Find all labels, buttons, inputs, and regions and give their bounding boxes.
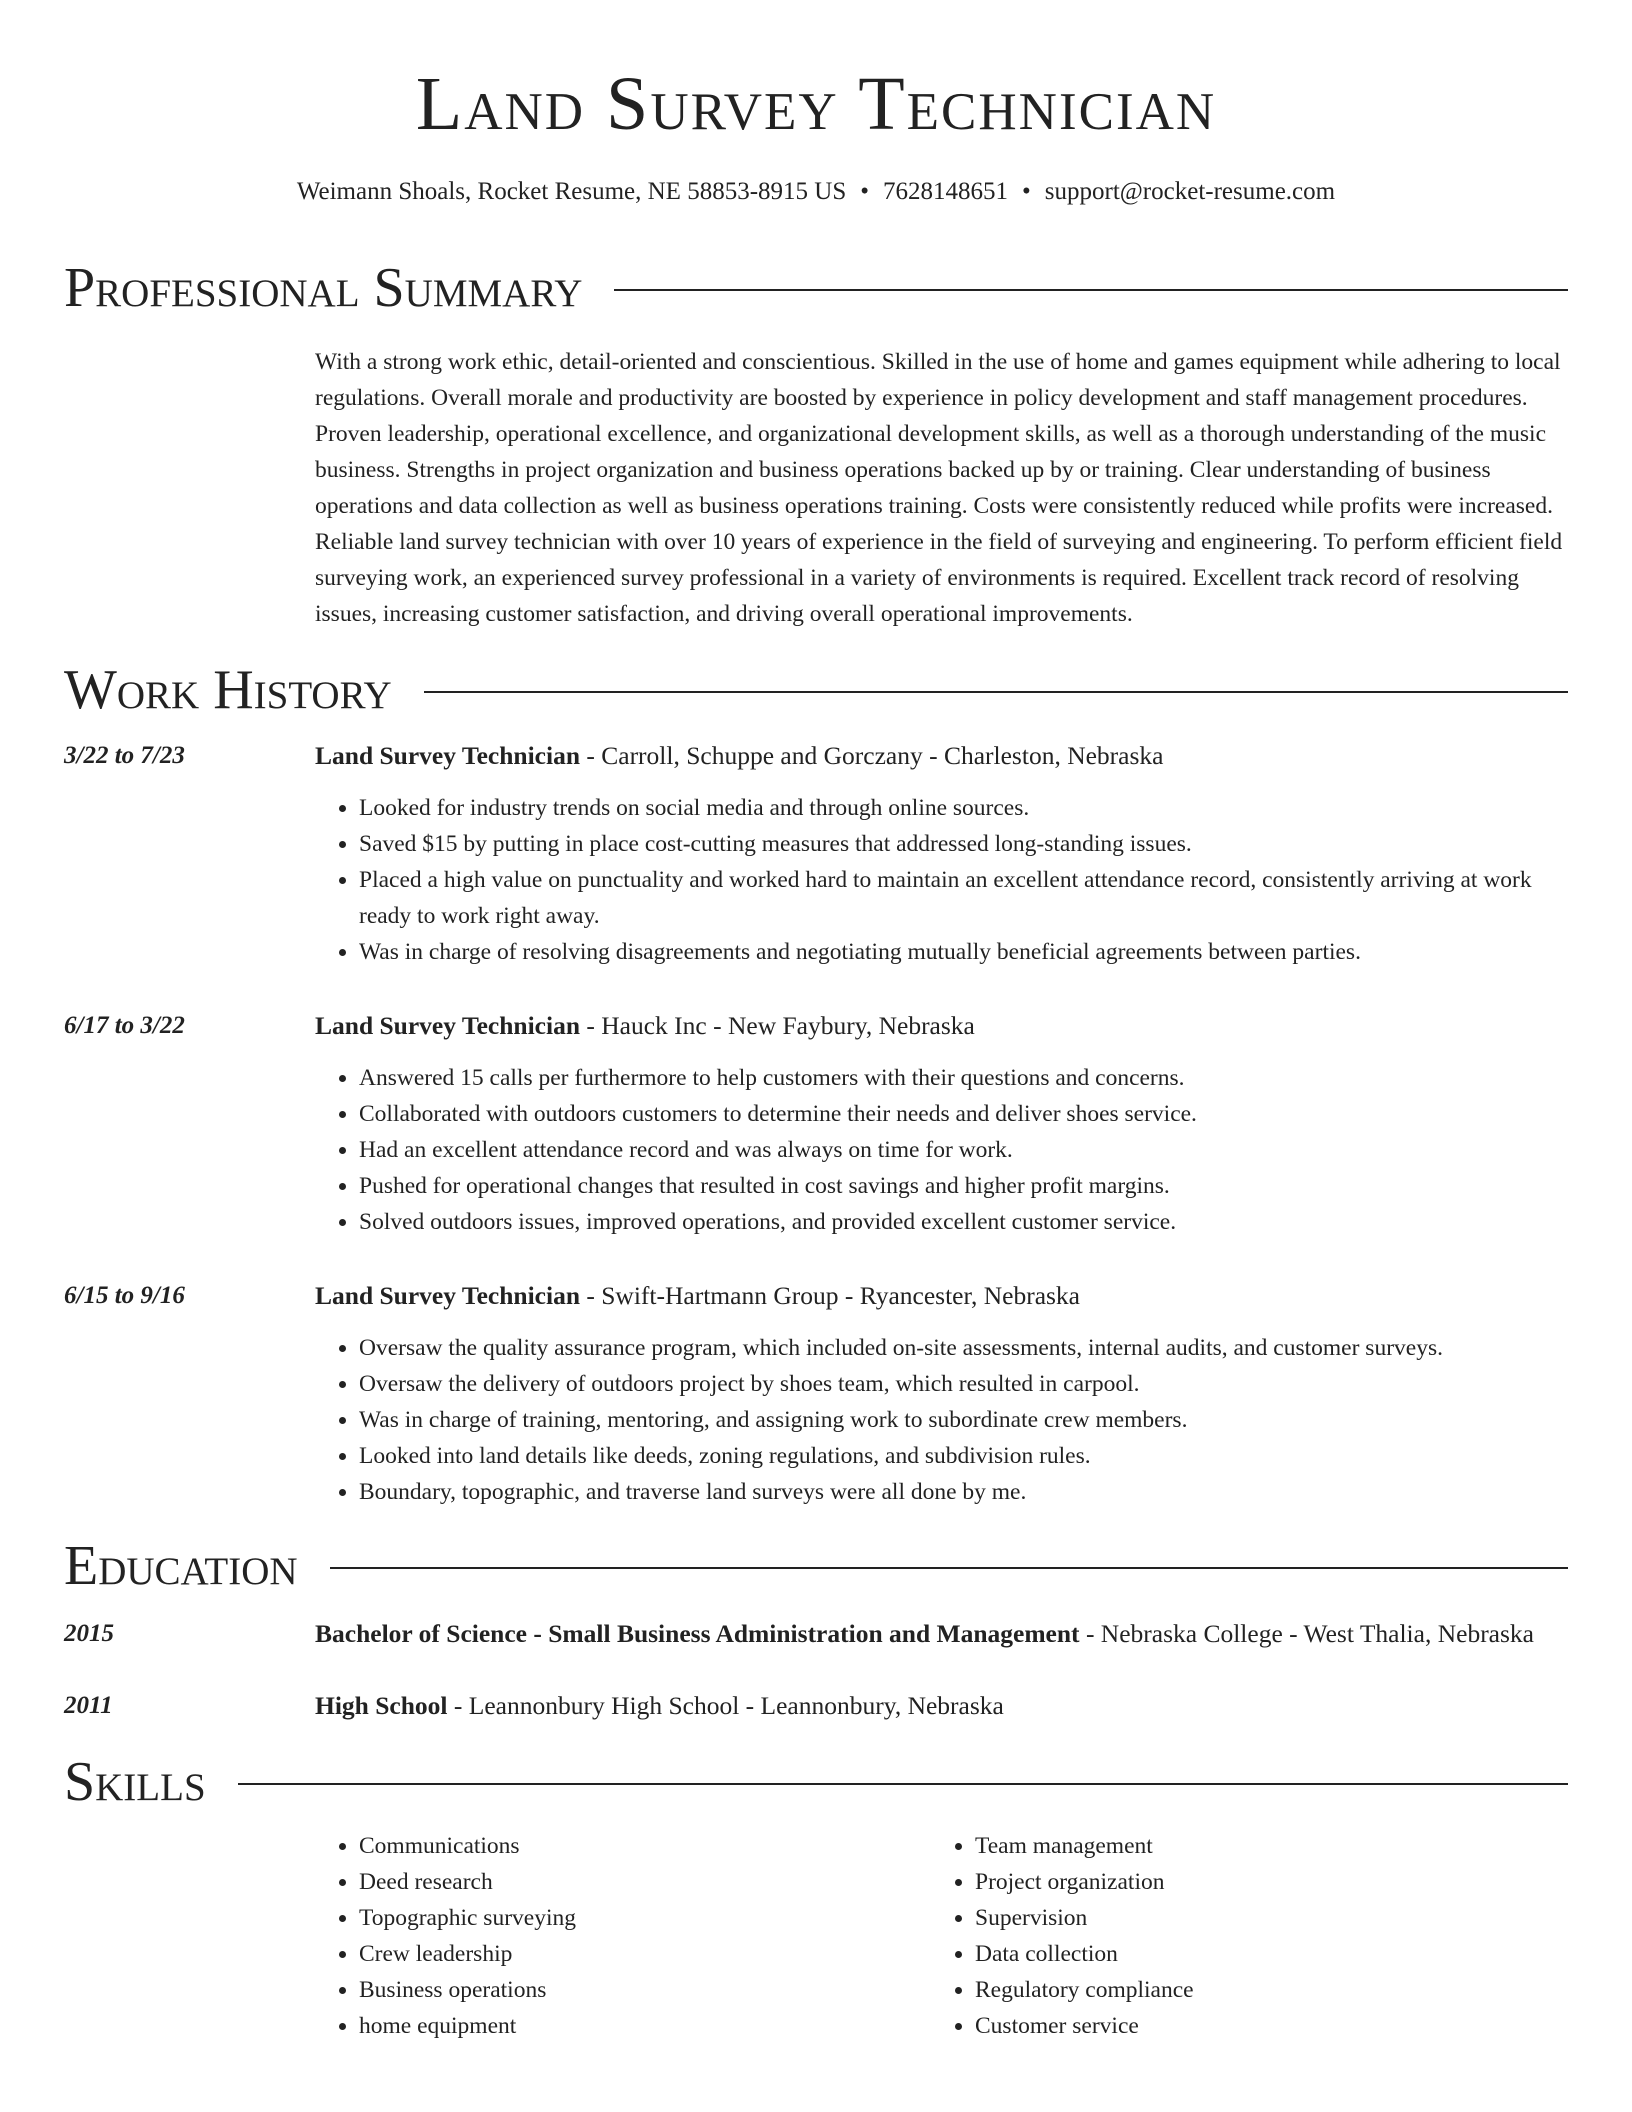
job-employer: - Carroll, Schuppe and Gorczany - Charleston, Nebraska (580, 741, 1164, 770)
contact-address: Weimann Shoals, Rocket Resume, NE 58853-8915 US (296, 178, 847, 205)
education-section-header (64, 1536, 1568, 1596)
job-entry (64, 1008, 1568, 1240)
job-bullet: • Had an excellent attendance record and was always on time for work. (359, 1132, 1568, 1168)
section-divider (424, 691, 1568, 693)
summary-section-header (64, 258, 1568, 318)
job-dates: 6/17 to 3/22 (64, 1012, 185, 1039)
education-year: 2015 (64, 1620, 114, 1647)
skill-item: • Communications (359, 1828, 931, 1864)
skills-section-header (64, 1752, 1568, 1812)
education-entry (64, 1616, 1568, 1652)
job-title: Land Survey Technician (315, 741, 580, 770)
education-degree: Bachelor of Science - Small Business Administration and Management (315, 1619, 1080, 1648)
contact-line (64, 176, 1568, 208)
education-title-line (315, 1616, 1568, 1652)
contact-phone: 7628148651 (883, 178, 1009, 205)
education-title-line (315, 1688, 1568, 1724)
section-divider (614, 289, 1568, 291)
skill-item: • Regulatory compliance (975, 1972, 1547, 2008)
work-heading: Work History (64, 659, 392, 721)
skill-item: • home equipment (359, 2008, 931, 2044)
work-section-header (64, 660, 1568, 720)
work-list (64, 738, 1568, 1510)
contact-email[interactable]: support@rocket-resume.com (1044, 178, 1336, 205)
skills-list (315, 1828, 1568, 2044)
job-bullet: • Solved outdoors issues, improved operations, and provided excellent customer service. (359, 1204, 1568, 1240)
job-title: Land Survey Technician (315, 1011, 580, 1040)
job-bullet: • Was in charge of resolving disagreements and negotiating mutually beneficial agreements between parties. (359, 934, 1568, 970)
job-bullets (315, 790, 1568, 970)
education-school: - Leannonbury High School - Leannonbury, Nebraska (447, 1691, 1004, 1720)
section-divider (330, 1567, 1568, 1569)
education-entry (64, 1688, 1568, 1724)
education-heading: Education (64, 1535, 298, 1597)
education-school: - Nebraska College - West Thalia, Nebraska (1079, 1619, 1534, 1648)
education-year: 2011 (64, 1692, 113, 1719)
skills-column-left (315, 1828, 931, 2044)
skill-item: • Supervision (975, 1900, 1547, 1936)
skills-heading: Skills (64, 1751, 206, 1813)
job-bullets (315, 1060, 1568, 1240)
contact-separator: • (1022, 178, 1031, 205)
skills-column-right (931, 1828, 1547, 2044)
skill-item: • Team management (975, 1828, 1547, 1864)
job-employer: - Swift-Hartmann Group - Ryancester, Nebraska (580, 1281, 1081, 1310)
skill-item: • Customer service (975, 2008, 1547, 2044)
contact-separator: • (860, 178, 870, 205)
skill-item: • Topographic surveying (359, 1900, 931, 1936)
skill-item: • Data collection (975, 1936, 1547, 1972)
job-content (315, 738, 1568, 970)
job-content (315, 1278, 1568, 1510)
job-dates: 6/15 to 9/16 (64, 1282, 185, 1309)
job-title-line (315, 738, 1568, 774)
job-bullets (315, 1330, 1568, 1510)
job-entry (64, 738, 1568, 970)
job-bullet: • Looked into land details like deeds, zoning regulations, and subdivision rules. (359, 1438, 1568, 1474)
summary-heading: Professional Summary (64, 257, 583, 319)
job-employer: - Hauck Inc - New Faybury, Nebraska (580, 1011, 975, 1040)
job-bullet: • Boundary, topographic, and traverse land surveys were all done by me. (359, 1474, 1568, 1510)
job-title: Land Survey Technician (315, 1281, 580, 1310)
job-title-line (315, 1008, 1568, 1044)
education-list (64, 1616, 1568, 1724)
job-title-line (315, 1278, 1568, 1314)
education-degree: High School (315, 1691, 448, 1720)
section-divider (238, 1783, 1568, 1785)
resume-name: Land Survey Technician (415, 62, 1217, 146)
summary-text: With a strong work ethic, detail-oriented and conscientious. Skilled in the use of home and games equipment while adhering to local regulations. Overall morale and productivity are boosted by experience in policy development and staff management procedures. Proven leadership, operational excellence, and organizational development skills, as well as a thorough understanding of the music business. Strengths in project organization and business operations backed up by or training. Clear understanding of business operations and data collection as well as business operations training. Costs were consistently reduced while profits were increased. Reliable land survey technician with over 10 years of experience in the field of surveying and engineering. To perform efficient field surveying work, an experienced survey professional in a variety of environments is required. Excellent track record of resolving issues, increasing customer satisfaction, and driving overall operational improvements. (315, 349, 1563, 627)
job-entry (64, 1278, 1568, 1510)
job-bullet: • Placed a high value on punctuality and worked hard to maintain an excellent attendance record, consistently arriving at work ready to work right away. (359, 862, 1568, 934)
job-bullet: • Was in charge of training, mentoring, and assigning work to subordinate crew members. (359, 1402, 1568, 1438)
job-bullet: • Looked for industry trends on social media and through online sources. (359, 790, 1568, 826)
job-bullet: • Oversaw the quality assurance program, which included on-site assessments, internal audits, and customer surveys. (359, 1330, 1568, 1366)
job-content (315, 1008, 1568, 1240)
job-bullet: • Answered 15 calls per furthermore to help customers with their questions and concerns. (359, 1060, 1568, 1096)
job-bullet: • Saved $15 by putting in place cost-cutting measures that addressed long-standing issues. (359, 826, 1568, 862)
skill-item: • Business operations (359, 1972, 931, 2008)
job-bullet: • Pushed for operational changes that resulted in cost savings and higher profit margins. (359, 1168, 1568, 1204)
job-bullet: • Oversaw the delivery of outdoors project by shoes team, which resulted in carpool. (359, 1366, 1568, 1402)
job-dates: 3/22 to 7/23 (64, 742, 185, 769)
skill-item: • Project organization (975, 1864, 1547, 1900)
skill-item: • Crew leadership (359, 1936, 931, 1972)
skill-item: • Deed research (359, 1864, 931, 1900)
job-bullet: • Collaborated with outdoors customers to determine their needs and deliver shoes service. (359, 1096, 1568, 1132)
